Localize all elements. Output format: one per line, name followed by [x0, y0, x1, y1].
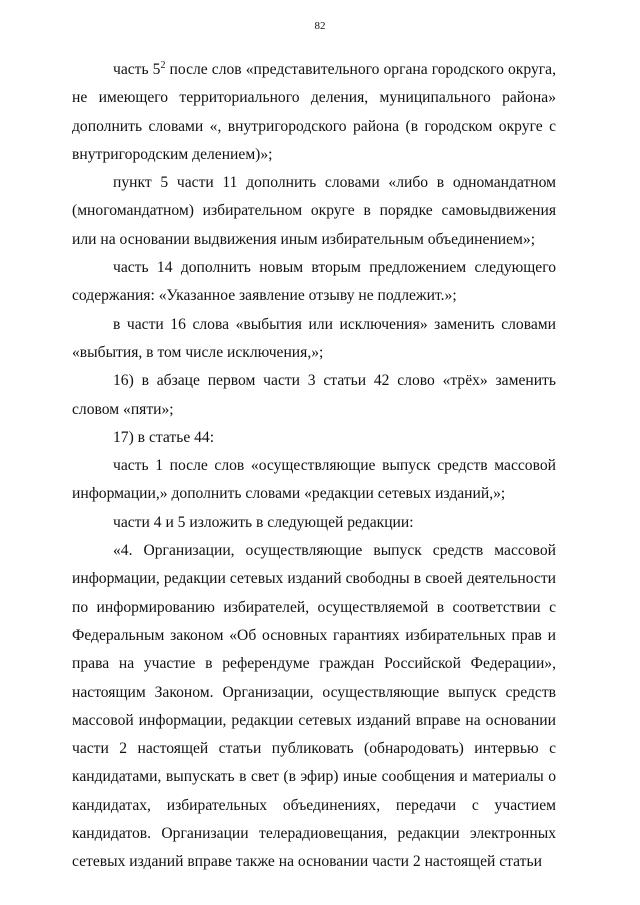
paragraph-text: часть 5 [113, 61, 161, 78]
page-number: 82 [314, 20, 326, 32]
paragraph-part-1: часть 1 после слов «осуществляющие выпуск средств массовой информации,» дополнить словами «редакции сетевых изданий,»; [72, 457, 556, 503]
paragraph-parts-4-5: части 4 и 5 изложить в следующей редакции: [113, 513, 414, 531]
paragraph-point-5-part-11: пункт 5 части 11 дополнить словами «либо в одномандатном (многомандатном) избирательном округе в порядке самовыдвижения или на основании выдвижения иным избирательным объединением»; [72, 174, 556, 248]
document-body [72, 56, 556, 877]
paragraph-part-16: в части 16 слова «выбытия или исключения» заменить словами «выбытия, в том числе исключения,»; [72, 315, 556, 361]
superscript: 2 [160, 60, 166, 71]
paragraph-part-5-2 [72, 56, 556, 169]
paragraph-part-14: часть 14 дополнить новым вторым предложением следующего содержания: «Указанное заявление отзыву не подлежит.»; [72, 259, 556, 305]
paragraph-quote-4: «4. Организации, осуществляющие выпуск средств массовой информации, редакции сетевых изданий свободны в своей деятельности по информированию избирателей, осуществляемой в соответствии с Федеральным законом «Об основных гарантиях избирательных прав и права на участие в референдуме граждан Российской Федерации», настоящим Законом. Организации, осуществляющие выпуск средств массовой информации, редакции сетевых изданий вправе на основании части 2 настоящей статьи публиковать (обнародовать) интервью с кандидатами, выпускать в свет (в эфир) иные сообщения и материалы о кандидатах, избирательных объединениях, передачи с участием кандидатов. Организации телерадиовещания, редакции электронных сетевых изданий вправе также на основании части 2 настоящей статьи [72, 542, 556, 871]
paragraph-item-16: 16) в абзаце первом части 3 статьи 42 слово «трёх» заменить словом «пяти»; [72, 372, 556, 418]
paragraph-item-17: 17) в статье 44: [113, 428, 215, 446]
paragraph-text: после слов «представительного органа городского округа, не имеющего территориального деления, муниципального района» дополнить словами «, внутригородского района (в городском округе с внутригородским делением)»; [72, 61, 556, 163]
